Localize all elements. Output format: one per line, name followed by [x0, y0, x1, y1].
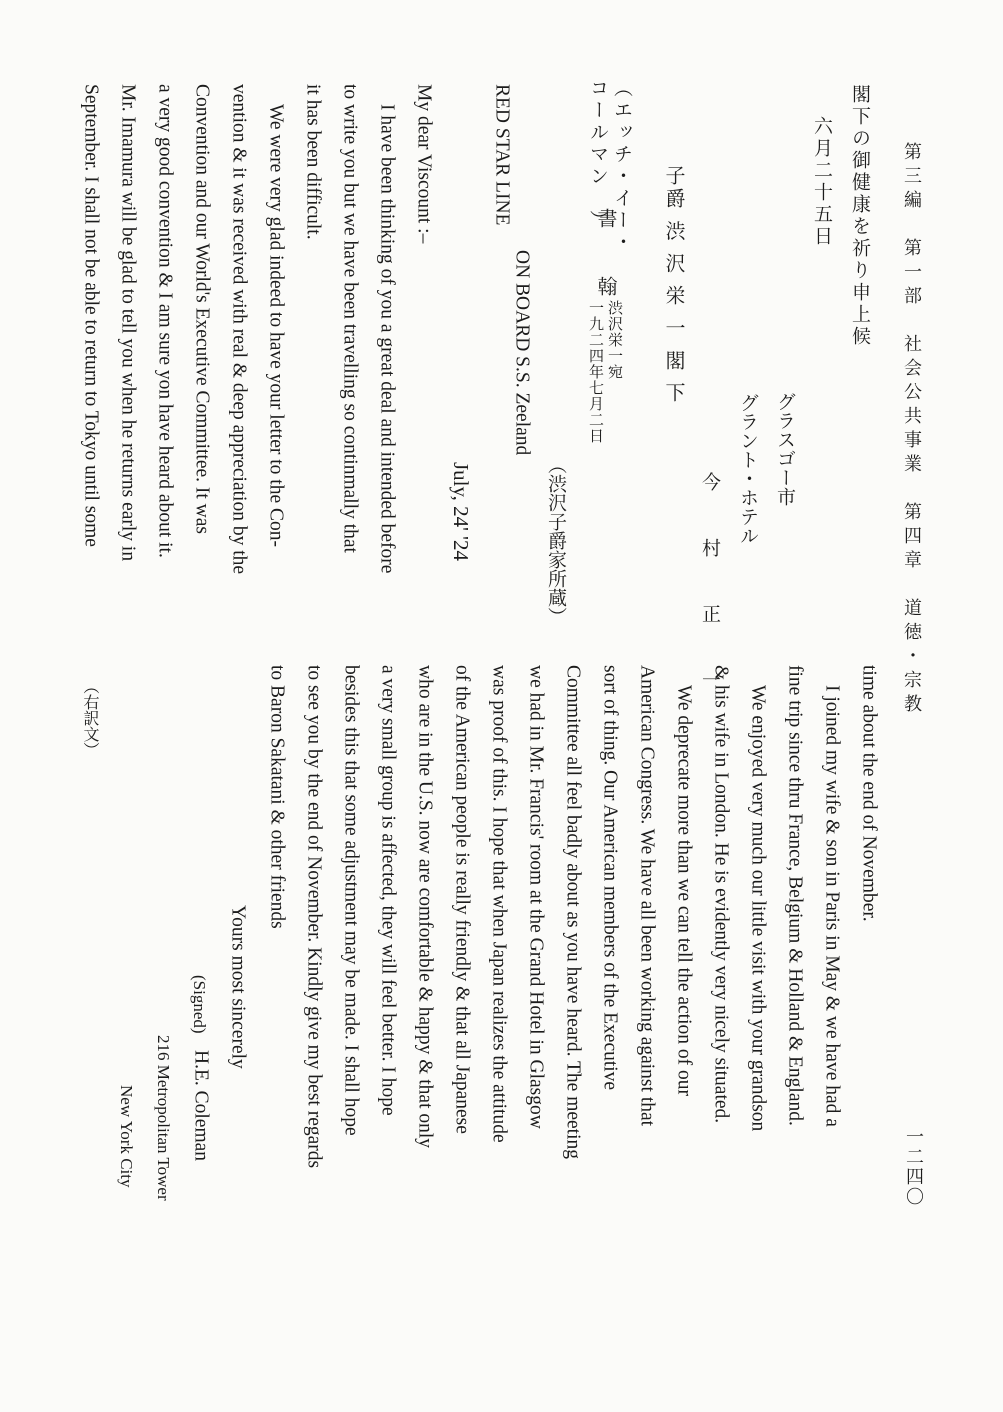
document-page: 第三編 第一部 社会公共事業 第四章 道徳・宗教 一二四〇 閣下の御健康を祈り申上候 六月二十五日 グラスゴー市 グラント・ホテル 今 村 正 一 子爵 渋 沢 栄 一 閣 下 （渋沢子爵家所蔵） 渋沢栄一宛 一九二四年七月二日 （エッチ・イー・ コールマン ） 書 翰 RED STAR LINE ON BOARD S.S. Zeeland July, 24' '24 My dear Viscount :– I have been thinking of you a great deal and intended before to write you but we have been travelling so continmally that it has been difficult. We were very glad indeed to have your letter to the Con- vention & it was received with real & deep appreciation by the Convention and our World's Executive Committee. It was a very good convention & I am sure yon have heard about it. Mr. Imamura will be glad to tell you when he returns early in September. I shall not be able to return to Tokyo until some time about the end of November. I joined my wife & son in Paris in May & we have had a fine trip since thru France, Belgium & Holland & England. We enjoyed very much our little visit with your grandson & his wife in London. He is evidently very nicely situated. We deprecate more than we can tell the action of our American Congress. We have all been working against that sort of thing. Our American members of the Executive Committee all feel badly about as you have heard. The meeting we had in Mr. Francis' room at the Grand Hotel in Glasgow was proof of this. I hope that when Japan realizes the attitude of the American people is really friendly & that all Japanese who are in the U.S. now are comfortable & happy & that only a very small group is affected, they will feel better. I hope besides this that some adjustment may be made. I shall hope to see you by the end of November. Kindly give my best regards to Baron Sakatani & other friends Yours most sincerely (Signed) H.E. Coleman 216 Metropolitan Tower New York City （右訳文） — [0, 0, 1003, 1412]
